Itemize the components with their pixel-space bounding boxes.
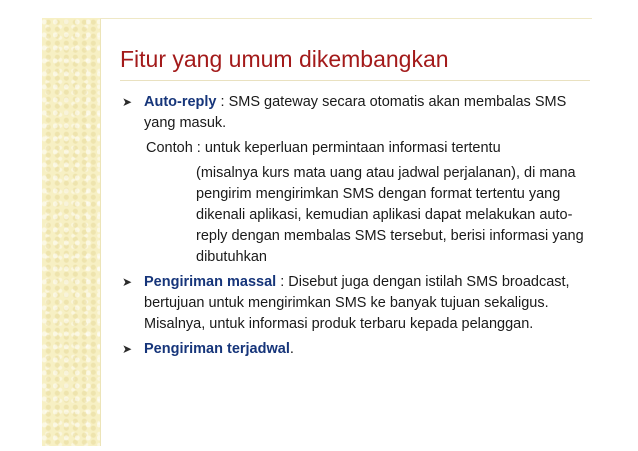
bullet-description: : SMS gateway secara otomatis akan membalas SMS yang masuk.: [144, 94, 567, 131]
example-intro: Contoh : untuk keperluan permintaan informasi tertentu: [146, 140, 501, 156]
bullet-description: .: [289, 341, 294, 357]
decorative-sidebar: [42, 18, 100, 446]
arrow-bullet-icon: ➤: [122, 342, 133, 356]
bullet-term: Pengiriman terjadwal: [144, 341, 290, 357]
arrow-bullet-icon: ➤: [122, 95, 133, 109]
bullet-term: Auto-reply: [144, 94, 217, 110]
top-divider: [100, 18, 592, 19]
bullet-auto-reply: [122, 92, 588, 134]
bullet-term: Pengiriman massal: [144, 274, 277, 290]
slide-title: Fitur yang umum dikembangkan: [120, 46, 449, 72]
bullet-pengiriman-massal: [122, 272, 588, 335]
arrow-bullet-icon: ➤: [122, 275, 133, 289]
bullet-description: : Disebut juga dengan istilah SMS broadcast, bertujuan untuk mengirimkan SMS ke banyak tujuan sekaligus. Misalnya, untuk informasi produk terbaru kepada pelanggan.: [144, 274, 570, 332]
example-detail: (misalnya kurs mata uang atau jadwal perjalanan), di mana pengirim mengirimkan SMS dengan format tertentu yang dikenali aplikasi, kemudian aplikasi dapat melakukan auto-reply dengan membalas SMS tersebut, berisi informasi yang dibutuhkan: [196, 165, 584, 265]
bullet-pengiriman-terjadwal: [122, 339, 588, 360]
title-divider: [120, 80, 590, 81]
slide-content: [122, 92, 588, 360]
